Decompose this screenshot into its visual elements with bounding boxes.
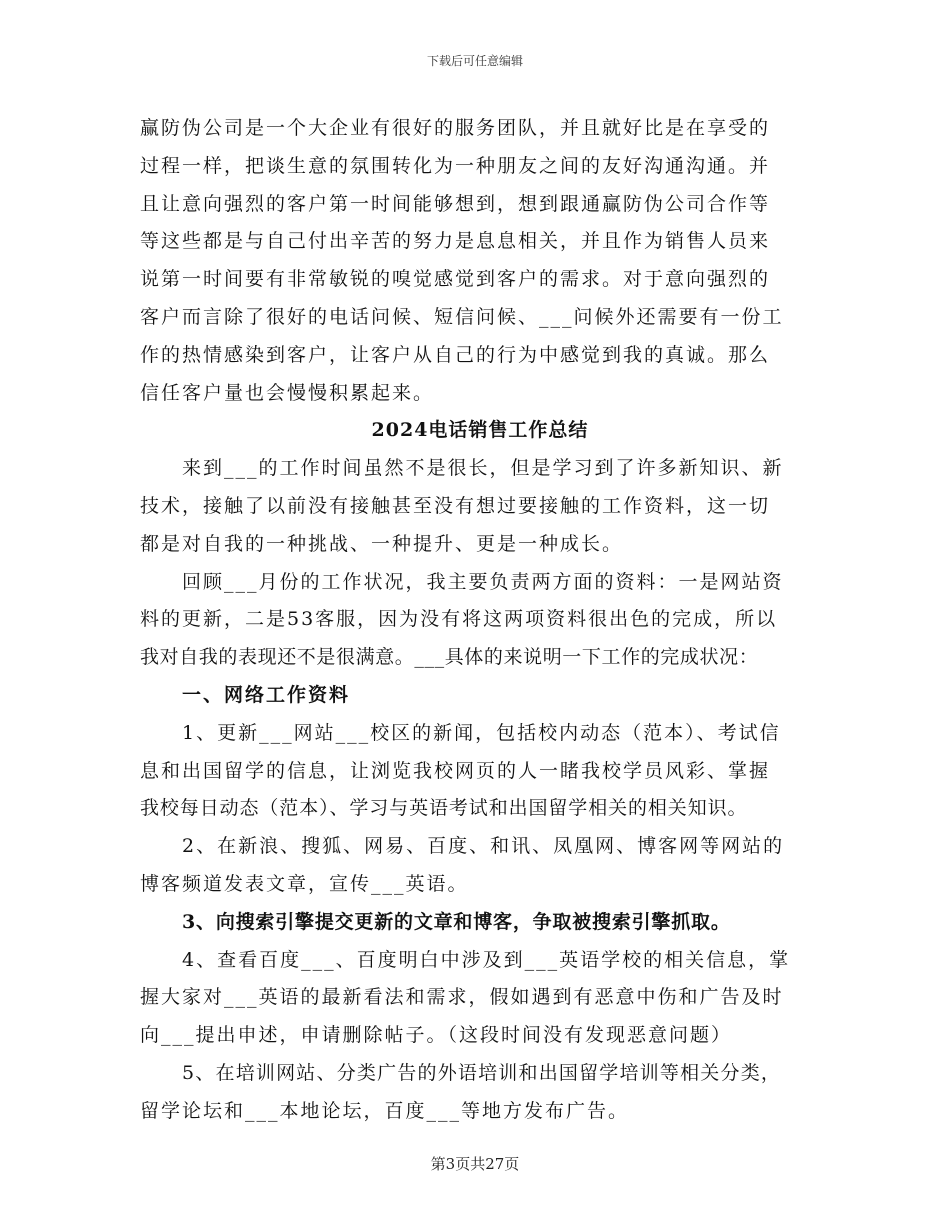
page-footer: 第3页共27页	[430, 1155, 520, 1173]
document-body	[140, 110, 820, 1131]
page-header: 下载后可任意编辑	[426, 54, 523, 68]
list-item-line: 息和出国留学的信息，让浏览我校网页的人一睹我校学员风彩、掌握	[140, 759, 771, 782]
list-item-line: 4、查看百度___、百度明白中涉及到___英语学校的相关信息，掌	[182, 948, 791, 971]
list-item-line: 留学论坛和___本地论坛，百度___等地方发布广告。	[140, 1099, 630, 1122]
list-item-line: 博客频道发表文章，宣传___英语。	[140, 872, 469, 895]
paragraph-line: 技术，接触了以前没有接触甚至没有想过要接触的工作资料，这一切	[140, 494, 771, 517]
list-item-line: 5、在培训网站、分类广告的外语培训和出国留学培训等相关分类，	[182, 1061, 782, 1084]
list-item-line: 我校每日动态（范本）、学习与英语考试和出国留学相关的相关知识。	[140, 797, 748, 820]
intro-line: 赢防伪公司是一个大企业有很好的服务团队，并且就好比是在享受的	[140, 117, 771, 139]
intro-line: 且让意向强烈的客户第一时间能够想到，想到跟通赢防伪公司合作等	[140, 192, 771, 215]
intro-line: 说第一时间要有非常敏锐的嗅觉感觉到客户的需求。对于意向强烈的	[140, 268, 771, 291]
list-item-line: 握大家对___英语的最新看法和需求，假如遇到有恶意中伤和广告及时	[140, 986, 784, 1009]
paragraph-line: 我对自我的表现还不是很满意。___具体的来说明一下工作的完成状况：	[140, 646, 759, 669]
intro-line: 过程一样，把谈生意的氛围转化为一种朋友之间的友好沟通沟通。并	[140, 154, 771, 177]
list-item-line: 2、在新浪、搜狐、网易、百度、和讯、凤凰网、博客网等网站的	[182, 835, 785, 858]
intro-line: 客户而言除了很好的电话问候、短信问候、___问候外还需要有一份工	[140, 305, 784, 328]
intro-line: 等这些都是与自己付出辛苦的努力是息息相关，并且作为销售人员来	[140, 230, 771, 253]
paragraph-line: 回顾___月份的工作状况，我主要负责两方面的资料：一是网站资	[182, 570, 784, 593]
document-title: 2024电话销售工作总结	[371, 419, 589, 442]
intro-line: 作的热情感染到客户，让客户从自己的行为中感觉到我的真诚。那么	[140, 343, 771, 366]
paragraph-line: 料的更新，二是53客服，因为没有将这两项资料很出色的完成，所以	[140, 608, 778, 631]
list-item-line: 1、更新___网站___校区的新闻，包括校内动态（范本）、考试信	[182, 721, 781, 744]
intro-line: 信任客户量也会慢慢积累起来。	[140, 381, 435, 404]
paragraph-line: 来到___的工作时间虽然不是很长，但是学习到了许多新知识、新	[182, 457, 784, 480]
section-heading: 一、网络工作资料	[182, 683, 351, 706]
list-item-line: 向___提出申述，申请删除帖子。（这段时间没有发现恶意问题）	[140, 1024, 733, 1047]
list-item-bold: 3、向搜索引擎提交更新的文章和博客，争取被搜索引擎抓取。	[182, 910, 731, 933]
paragraph-line: 都是对自我的一种挑战、一种提升、更是一种成长。	[140, 532, 624, 555]
